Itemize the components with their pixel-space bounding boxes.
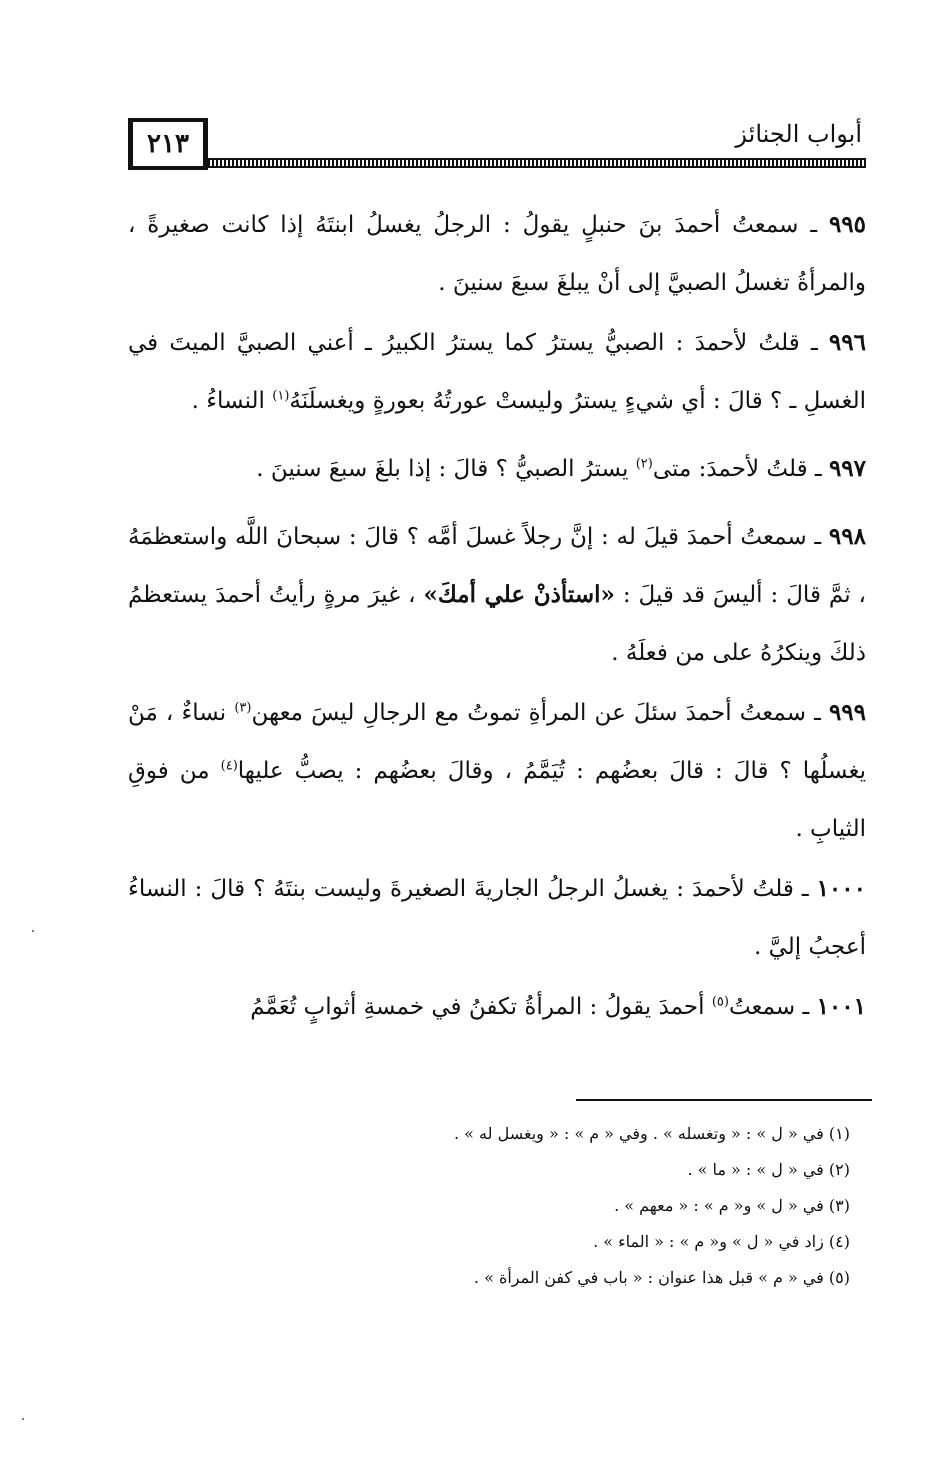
footnote-ref[interactable]: (٥) bbox=[711, 994, 729, 1010]
entry-number: ١٠٠٠ bbox=[816, 875, 866, 902]
separator: ـ bbox=[795, 994, 817, 1020]
entry-number: ٩٩٧ bbox=[828, 455, 866, 482]
entry-text: قلتُ لأحمدَ : الصبيُّ يسترُ كما يسترُ الكبيرُ ـ أعني الصبيَّ الميتَ في الغسلِ ـ ؟ قالَ : أي شيءٍ يسترُ وليستْ عورتُهُ بعورةٍ ويغسلَنَهُ bbox=[128, 330, 866, 414]
separator: ـ bbox=[807, 456, 829, 482]
main-text bbox=[128, 196, 866, 1036]
entry-999 bbox=[128, 684, 866, 858]
footnote: (٣) في « ل » و« م » : « معهم » . bbox=[614, 1196, 850, 1215]
entry-995 bbox=[128, 196, 866, 312]
entry-text: قلتُ لأحمدَ: متى bbox=[652, 456, 808, 482]
entry-text: أحمدَ يقولُ : المرأةُ تكفنُ في خمسةِ أثوابٍ تُعَمَّمُ bbox=[250, 994, 712, 1020]
separator: ـ bbox=[793, 876, 817, 902]
footnote-ref[interactable]: (٢) bbox=[635, 456, 653, 472]
entry-text: قلتُ لأحمدَ : يغسلُ الرجلُ الجاريةَ الصغيرةَ وليست بنتَهُ ؟ قالَ : النساءُ أعجبُ إليَّ . bbox=[128, 876, 866, 960]
entry-text: سمعتُ أحمدَ قيلَ له : إنَّ رجلاً غسلَ أمَّه ؟ قالَ : سبحانَ اللَّه واستعظمَهُ ، ثمَّ قالَ : أليسَ قد قيلَ : bbox=[128, 524, 866, 608]
entry-998 bbox=[128, 508, 866, 682]
entry-996 bbox=[128, 314, 866, 430]
footnote: (٢) في « ل » : « ما » . bbox=[687, 1160, 850, 1179]
separator: ـ bbox=[806, 524, 829, 550]
entry-1001 bbox=[128, 978, 866, 1036]
entry-text: سمعتُ أحمدَ سئلَ عن المرأةِ تموتُ مع الرجالِ ليسَ معهن bbox=[251, 700, 806, 726]
entry-text: نساءٌ ، مَنْ يغسلُها ؟ قالَ : قالَ بعضُهم : تُيَمَّمُ ، وقالَ بعضُهم : يصبُّ عليها bbox=[128, 700, 867, 784]
separator: ـ bbox=[798, 212, 829, 238]
page-header bbox=[128, 118, 866, 178]
running-title: أبواب الجنائز bbox=[735, 120, 862, 148]
entry-text: من فوقِ الثيابِ . bbox=[128, 758, 866, 842]
hadith-quote: «استأذنْ علي أمكَ» bbox=[423, 581, 615, 608]
entry-number: ٩٩٥ bbox=[828, 211, 866, 238]
entry-number: ٩٩٦ bbox=[828, 329, 866, 356]
separator: ـ bbox=[805, 700, 829, 726]
footnote: (٥) في « م » قبل هذا عنوان : « باب في كفن المرأة » . bbox=[473, 1268, 850, 1287]
scan-speck bbox=[32, 930, 34, 932]
entry-number: ١٠٠١ bbox=[816, 993, 866, 1020]
header-rule bbox=[208, 158, 866, 168]
footnote-ref[interactable]: (٣) bbox=[234, 700, 252, 716]
entry-number: ٩٩٨ bbox=[828, 523, 866, 550]
entry-1000 bbox=[128, 860, 866, 976]
footnote-ref[interactable]: (١) bbox=[272, 388, 290, 404]
entry-number: ٩٩٩ bbox=[828, 699, 866, 726]
page-number: ٢١٣ bbox=[128, 118, 208, 170]
separator: ـ bbox=[799, 330, 829, 356]
entry-text: سمعتُ bbox=[728, 994, 796, 1020]
entry-997 bbox=[128, 440, 866, 498]
entry-text: ، غيرَ مرةٍ رأيتُ أحمدَ يستعظمُ ذلكَ وينكرُهُ على من فعلَهُ . bbox=[128, 582, 866, 666]
footnotes bbox=[300, 1116, 850, 1296]
entry-text: يسترُ الصبيُّ ؟ قالَ : إذا بلغَ سبعَ سنينَ . bbox=[256, 456, 636, 482]
scan-speck bbox=[22, 1418, 24, 1420]
footnote: (٤) زاد في « ل » و« م » : « الماء » . bbox=[593, 1232, 850, 1251]
footnote-ref[interactable]: (٤) bbox=[220, 758, 238, 774]
entry-text: النساءُ . bbox=[191, 388, 273, 414]
footnote: (١) في « ل » : « وتغسله » . وفي « م » : « ويغسل له » . bbox=[454, 1124, 850, 1143]
entry-text: سمعتُ أحمدَ بنَ حنبلٍ يقولُ : الرجلُ يغسلُ ابنتَهُ إذا كانت صغيرةً ، والمرأةُ تغسلُ الصبيَّ إلى أنْ يبلغَ سبعَ سنينَ . bbox=[128, 212, 866, 296]
footnote-separator bbox=[576, 1099, 872, 1101]
